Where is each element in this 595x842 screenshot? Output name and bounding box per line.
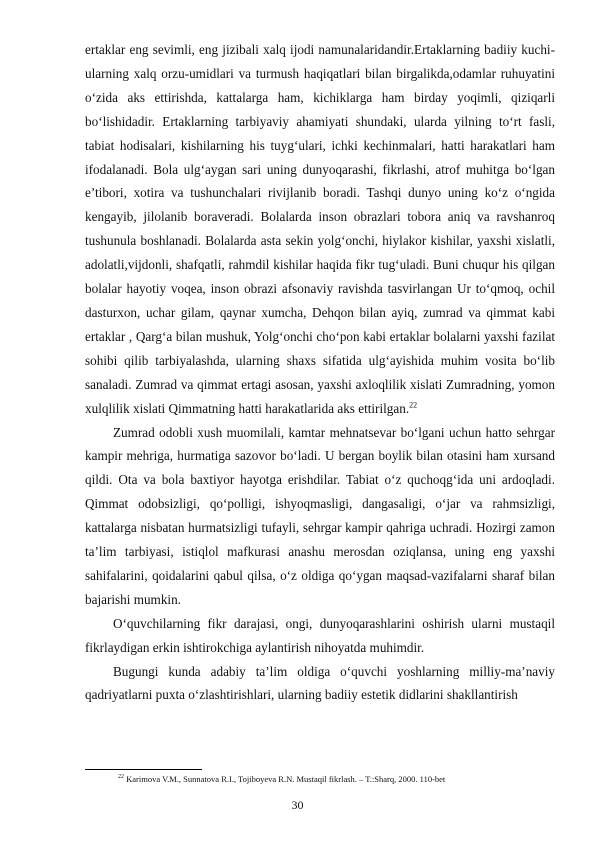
footnote-number: 22 <box>118 774 124 780</box>
paragraph-1-text: ertaklar eng sevimli, eng jizibali xalq ijodi namunalaridandir.Ertaklarning badiiy kuchi- ularning xalq orzu-umidlari va turmush haqiqatlari bilan birgalikda,odamlar ruhuyatini o‘zida aks ettirishda, kattalarga ham, kichiklarga ham birday yoqimli, qiziqarli bo‘lishidadir. Ertaklarning tarbiyaviy ahamiyati shundaki, ularda yilning to‘rt fasli, tabiat hodisalari, kishilarning his tuyg‘ulari, ichki kechinmalari, hatti harakatlari ham ifodalanadi. Bola ulg‘aygan sari uning dunyoqarashi, fikrlashi, atrof muhitga bo‘lgan e’tibori, xotira va tushunchalari rivijlanib boradi. Tashqi dunyo uning ko‘z o‘ngida kengayib, jilolanib boraveradi. Bolalarda inson obrazlari tobora aniq va ravshanroq tushunula boshlanadi. Bolalarda asta sekin yolg‘onchi, hiylakor kishilar, yaxshi xislatli, adolatli,vijdonli, shafqatli, rahmdil kishilar haqida fikr tug‘uladi. Buni chuqur his qilgan bolalar hayotiy voqea, inson obrazi afsonaviy ravishda tasvirlangan Ur to‘qmoq, ochil dasturxon, uchar gilam, qaynar xumcha, Dehqon bilan ayiq, zumrad va qimmat kabi ertaklar , Qarg‘a bilan mushuk, Yolg‘onchi cho‘pon kabi ertaklar bolalarni yaxshi fazilat sohibi qilib tarbiyalashda, ularning shaxs sifatida ulg‘ayishida muhim vosita bo‘lib sanaladi. Zumrad va qimmat ertagi asosan, yaxshi axloqlilik xislati Zumradning, yomon xulqlilik xislati Qimmatning hatti harakatlarida aks ettirilgan. <box>85 42 555 416</box>
page-number: 30 <box>291 798 304 812</box>
footnote-text: Karimova V.M., Sunnatova R.I., Tojiboyeva R.N. Mustaqil fikrlash. – T.:Sharq, 2000. 110-bet <box>126 773 446 784</box>
footnote-divider <box>85 769 202 770</box>
footnote-reference[interactable]: 22 <box>409 400 418 410</box>
page-body <box>85 38 555 707</box>
paragraph-2: Zumrad odobli xush muomilali, kamtar mehnatsevar bo‘lgani uchun hatto sehrgar kampir mehriga, hurmatiga sazovor bo‘ladi. U bergan boylik bilan otasini ham xursand qildi. Ota va bola baxtiyor hayotga erishdilar. Tabiat o‘z quchoqg‘ida uni ardoqladi. Qimmat odobsizligi, qo‘polligi, ishyoqmasligi, dangasaligi, o‘jar va rahmsizligi, kattalarga nisbatan hurmatsizligi tufayli, sehrgar kampir qahriga uchradi. Hozirgi zamon ta’lim tarbiyasi, istiqlol mafkurasi anashu merosdan oziqlansa, uning eng yaxshi sahifalarini, qoidalarini qabul qilsa, o‘z oldiga qo‘ygan maqsad-vazifalarni sharaf bilan bajarishi mumkin. <box>85 424 555 607</box>
footnote <box>85 772 555 785</box>
paragraph-3: O‘quvchilarning fikr darajasi, ongi, dunyoqarashlarini oshirish ularni mustaqil fikrlaydigan erkin ishtirokchiga aylantirish nihoyatda muhimdir. <box>85 615 555 655</box>
paragraph-1 <box>85 38 555 421</box>
paragraph-4: Bugungi kunda adabiy ta’lim oldiga o‘quvchi yoshlarning milliy-ma’naviy qadriyatlarni puxta o‘zlashtirishlari, ularning badiiy estetik didlarini shakllantirish <box>85 663 555 703</box>
